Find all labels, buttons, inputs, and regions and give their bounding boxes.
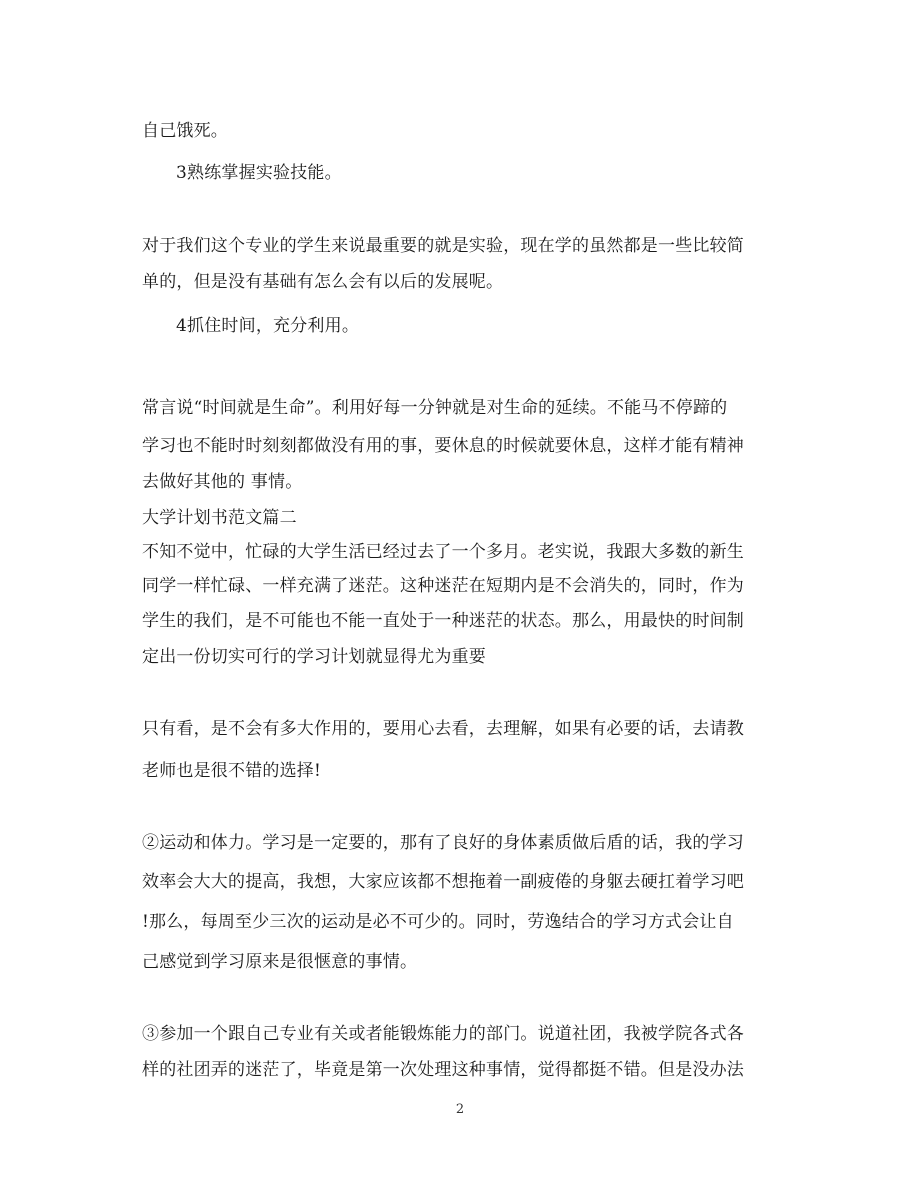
- text-line: !那么，每周至少三次的运动是必不可少的。同时，劳逸结合的学习方式会让自: [142, 912, 734, 932]
- text-line: 定出一份切实可行的学习计划就显得尤为重要: [142, 647, 486, 667]
- text-line: 去做好其他的 事情。: [142, 472, 303, 492]
- text-line: 常言说“时间就是生命”。利用好每一分钟就是对生命的延续。不能马不停蹄的: [142, 398, 728, 418]
- text-line: 学习也不能时时刻刻都做没有用的事，要休息的时候就要休息，这样才能有精神: [142, 436, 744, 456]
- text-line: 样的社团弄的迷茫了，毕竟是第一次处理这种事情，觉得都挺不错。但是没办法: [142, 1060, 744, 1080]
- text-line: 只有看，是不会有多大作用的，要用心去看，去理解，如果有必要的话，去请教: [142, 719, 744, 739]
- text-line: 不知不觉中，忙碌的大学生活已经过去了一个多月。老实说，我跟大多数的新生: [142, 542, 744, 562]
- text-line: 老师也是很不错的选择!: [142, 761, 322, 781]
- text-line: 效率会大大的提高，我想，大家应该都不想拖着一副疲倦的身躯去硬扛着学习吧: [142, 872, 744, 892]
- text-line: 学生的我们，是不可能也不能一直处于一种迷茫的状态。那么，用最快的时间制: [142, 611, 744, 631]
- text-line: 同学一样忙碌、一样充满了迷茫。这种迷茫在短期内是不会消失的，同时，作为: [142, 576, 744, 596]
- text-line: ②运动和体力。学习是一定要的，那有了良好的身体素质做后盾的话，我的学习: [142, 833, 744, 853]
- text-line: ③参加一个跟自己专业有关或者能锻炼能力的部门。说道社团，我被学院各式各: [142, 1024, 744, 1044]
- numbered-heading: 4抓住时间，充分利用。: [176, 316, 360, 336]
- numbered-heading: 3熟练掌握实验技能。: [176, 163, 342, 183]
- text-line: 单的，但是没有基础有怎么会有以后的发展呢。: [142, 272, 504, 292]
- text-line: 对于我们这个专业的学生来说最重要的就是实验，现在学的虽然都是一些比较简: [142, 236, 744, 256]
- page-number: 2: [455, 1102, 465, 1117]
- section-title: 大学计划书范文篇二: [142, 508, 297, 528]
- text-line: 己感觉到学习原来是很惬意的事情。: [142, 952, 418, 972]
- text-line: 自己饿死。: [142, 121, 228, 141]
